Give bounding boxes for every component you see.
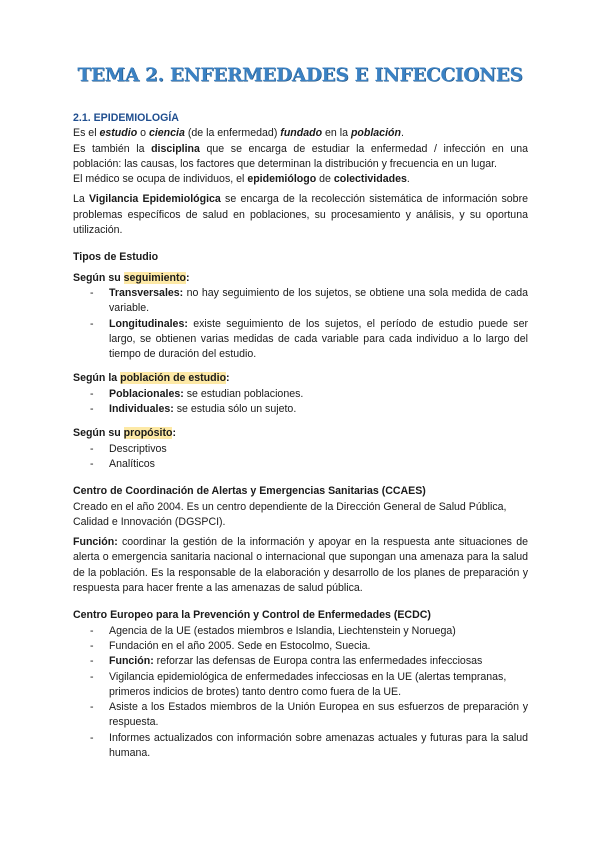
- list-item: - Descriptivos: [73, 442, 528, 457]
- list-item: - Longitudinales: existe seguimiento de los sujetos, el período de estudio puede ser largo, se obtienen varias medidas de cada variable para cada individuo a lo largo del tiempo de duración del estudio.: [73, 317, 528, 363]
- paragraph-medico: El médico se ocupa de individuos, el epidemiólogo de colectividades.: [73, 173, 410, 186]
- page-title: TEMA 2. ENFERMEDADES E INFECCIONES: [77, 65, 523, 86]
- ccaes-heading: Centro de Coordinación de Alertas y Emergencias Sanitarias (CCAES): [73, 485, 426, 498]
- paragraph-vigilancia: La Vigilancia Epidemiológica se encarga de la recolección sistemática de información sobre problemas específicos de salud en poblaciones, su procesamiento y análisis, y su oportuna utilización.: [73, 193, 528, 237]
- list-item: - Agencia de la UE (estados miembros e Islandia, Liechtenstein y Noruega): [73, 624, 528, 639]
- list-seguimiento: [73, 286, 528, 362]
- list-proposito: [73, 442, 528, 473]
- ecdc-heading: Centro Europeo para la Prevención y Control de Enfermedades (ECDC): [73, 609, 431, 622]
- list-item: - Analíticos: [73, 457, 528, 472]
- paragraph-disciplina: Es también la disciplina que se encarga de estudiar la enfermedad / infección en una población: las causas, los factores que determinan la distribución y frecuencia en un lugar.: [73, 142, 528, 170]
- subheading-proposito: Según su propósito:: [73, 427, 176, 440]
- paragraph-definition: Es el estudio o ciencia (de la enfermedad) fundado en la población.: [73, 127, 404, 140]
- list-item: - Función: reforzar las defensas de Europa contra las enfermedades infecciosas: [73, 654, 528, 669]
- list-item: - Individuales: se estudia sólo un sujeto.: [73, 402, 528, 417]
- list-ecdc: [73, 624, 528, 762]
- list-poblacion: [73, 387, 528, 418]
- list-item: - Transversales: no hay seguimiento de los sujetos, se obtiene una sola medida de cada variable.: [73, 286, 528, 317]
- list-item: - Vigilancia epidemiológica de enfermedades infecciosas en la UE (alertas tempranas, primeros indicios de brotes) tanto dentro como fuera de la UE.: [73, 670, 528, 701]
- section-heading-epidemiologia: 2.1. EPIDEMIOLOGÍA: [73, 112, 179, 124]
- subheading-seguimiento: Según su seguimiento:: [73, 271, 190, 284]
- list-item: - Informes actualizados con información sobre amenazas actuales y futuras para la salud humana.: [73, 731, 528, 762]
- list-item: - Asiste a los Estados miembros de la Unión Europea en sus esfuerzos de preparación y respuesta.: [73, 700, 528, 731]
- subheading-poblacion: Según la población de estudio:: [73, 372, 230, 385]
- paragraph-ccaes-funcion: Función: coordinar la gestión de la información y apoyar en la respuesta ante situaciones de alerta o emergencia sanitaria nacional o internacional que supongan una amenaza para la salud de la población. Es la responsable de la elaboración y desarrollo de los planes de preparación y respuesta para hacer frente a las amenazas de salud pública.: [73, 536, 528, 595]
- list-item: - Poblacionales: se estudian poblaciones.: [73, 387, 528, 402]
- list-item: - Fundación en el año 2005. Sede en Estocolmo, Suecia.: [73, 639, 528, 654]
- document-body: [73, 111, 528, 761]
- paragraph-ccaes-creado: Creado en el año 2004. Es un centro dependiente de la Dirección General de Salud Pública, Calidad e Innovación (DGSPCI).: [73, 500, 507, 528]
- tipos-heading: Tipos de Estudio: [73, 251, 159, 264]
